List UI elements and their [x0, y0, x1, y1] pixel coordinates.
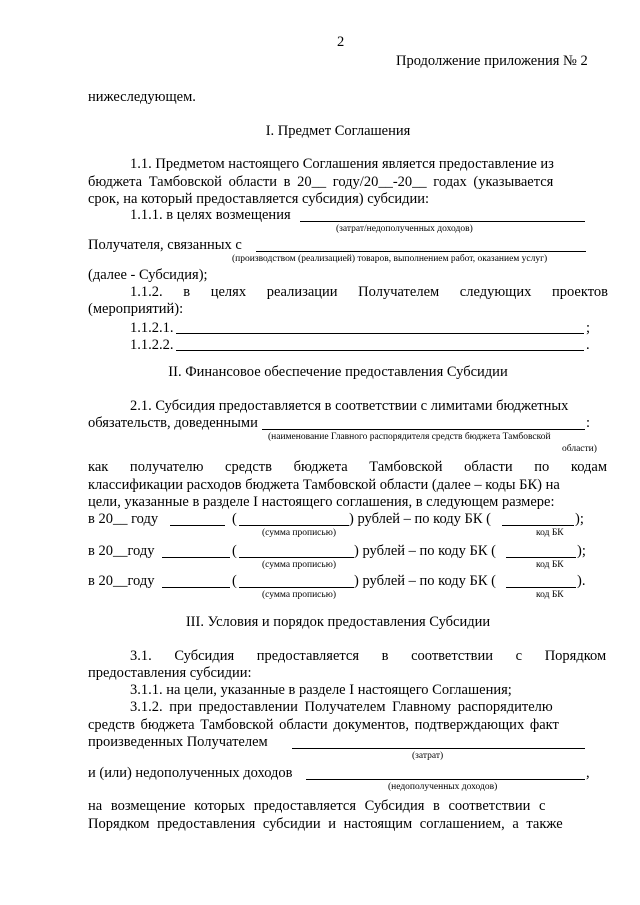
clause-1-1-2-line2: (мероприятий):	[88, 301, 184, 317]
hint-costs2: (затрат)	[412, 751, 444, 761]
section-2-p1-line2-end: :	[586, 415, 591, 431]
year-1-end: );	[575, 511, 584, 527]
section-1-p1-line1: 1.1. Предметом настоящего Соглашения является предоставление из	[130, 156, 554, 172]
blank-project-1-line	[176, 333, 584, 334]
year-2-open-paren: (	[232, 543, 237, 559]
section-1-title: I. Предмет Соглашения	[265, 123, 411, 139]
clause-1-1-2-2-end: .	[586, 337, 590, 353]
year-3-end: ).	[577, 573, 586, 589]
year-1-rubles: ) рублей – по коду БК (	[349, 511, 491, 527]
clause-3-1-2-line5: на возмещение которых предоставляется Субсидия в соответствии с	[88, 798, 546, 814]
clause-3-1-2-line2: средств бюджета Тамбовской области документов, подтверждающих факт	[88, 717, 559, 733]
clause-3-1-2-line4: и (или) недополученных доходов	[88, 765, 293, 781]
blank-costs2-line	[292, 748, 585, 749]
section-2-title: II. Финансовое обеспечение предоставления Субсидии	[168, 364, 508, 380]
intro-text: нижеследующем.	[88, 89, 196, 105]
year-3-sum-line	[239, 587, 354, 588]
year-1-sum-line	[239, 525, 349, 526]
year-2-hint-code: код БК	[536, 560, 564, 570]
hint-admin-1: (наименование Главного распорядителя средств бюджета Тамбовской	[268, 432, 551, 442]
blank-project-2-line	[176, 350, 584, 351]
blank-lost-line	[306, 779, 585, 780]
clause-3-1-2-line1: 3.1.2. при предоставлении Получателем Главному распорядителю	[130, 699, 553, 715]
year-3-label: в 20__году	[88, 573, 155, 589]
year-2-hint-sum: (сумма прописью)	[262, 560, 336, 570]
page-number: 2	[337, 34, 345, 50]
year-1-label: в 20__ году	[88, 511, 159, 527]
clause-3-1-2-line4-end: ,	[586, 765, 590, 781]
recipient-label: Получателя, связанных с	[88, 237, 242, 253]
blank-admin-line	[262, 429, 585, 430]
section-2-p1-line3: как получателю средств бюджета Тамбовской области по кодам	[88, 459, 608, 475]
section-2-p1-line2: обязательств, доведенными	[88, 415, 258, 431]
year-1-open-paren: (	[232, 511, 237, 527]
year-2-end: );	[577, 543, 586, 559]
year-2-code-line	[506, 557, 576, 558]
year-1-hint-sum: (сумма прописью)	[262, 528, 336, 538]
section-1-p1-line2: бюджета Тамбовской области в 20__ году/20__-20__ годах (указывается	[88, 174, 554, 190]
year-1-hint-code: код БК	[536, 528, 564, 538]
clause-1-1-2-line1: 1.1.2. в целях реализации Получателем следующих проектов	[130, 284, 608, 300]
section-3-p1-line2: предоставления субсидии:	[88, 665, 252, 681]
section-2-p1-line4: классификации расходов бюджета Тамбовской области (далее – коды БК) на	[88, 477, 560, 493]
year-2-label: в 20__году	[88, 543, 155, 559]
year-3-open-paren: (	[232, 573, 237, 589]
clause-1-1-2-2: 1.1.2.2.	[130, 337, 174, 353]
clause-3-1-1: 3.1.1. на цели, указанные в разделе I настоящего Соглашения;	[130, 682, 512, 698]
year-1-code-line	[502, 525, 574, 526]
year-2-sum-line	[239, 557, 354, 558]
blank-costs-line	[300, 221, 585, 222]
year-3-rubles: ) рублей – по коду БК (	[354, 573, 496, 589]
section-1-p1-line3: срок, на который предоставляется субсидия) субсидии:	[88, 191, 429, 207]
continuation-note: Продолжение приложения № 2	[396, 53, 588, 69]
clause-3-1-2-line3: произведенных Получателем	[88, 734, 268, 750]
section-2-p1-line1: 2.1. Субсидия предоставляется в соответствии с лимитами бюджетных	[130, 398, 569, 414]
clause-1-1-1: 1.1.1. в целях возмещения	[130, 207, 291, 223]
hint-costs: (затрат/недополученных доходов)	[336, 224, 473, 234]
subsidy-definition: (далее - Субсидия);	[88, 267, 208, 283]
year-2-rubles: ) рублей – по коду БК (	[354, 543, 496, 559]
year-3-hint-sum: (сумма прописью)	[262, 590, 336, 600]
blank-production-line	[256, 251, 586, 252]
section-3-p1-line1: 3.1. Субсидия предоставляется в соответствии с Порядком	[130, 648, 607, 664]
year-2-blank	[162, 557, 230, 558]
hint-production: (производством (реализацией) товаров, выполнением работ, оказанием услуг)	[232, 254, 548, 264]
clause-1-1-2-1-end: ;	[586, 320, 591, 336]
clause-1-1-2-1: 1.1.2.1.	[130, 320, 174, 336]
section-3-title: III. Условия и порядок предоставления Субсидии	[185, 614, 491, 630]
year-3-code-line	[506, 587, 576, 588]
hint-admin-2: области)	[562, 444, 597, 454]
section-2-p1-line5: цели, указанные в разделе I настоящего соглашения, в следующем размере:	[88, 494, 555, 510]
hint-lost: (недополученных доходов)	[388, 782, 498, 792]
year-3-blank	[162, 587, 230, 588]
year-3-hint-code: код БК	[536, 590, 564, 600]
clause-3-1-2-line6: Порядком предоставления субсидии и настоящим соглашением, а также	[88, 816, 563, 832]
year-1-blank	[170, 525, 225, 526]
